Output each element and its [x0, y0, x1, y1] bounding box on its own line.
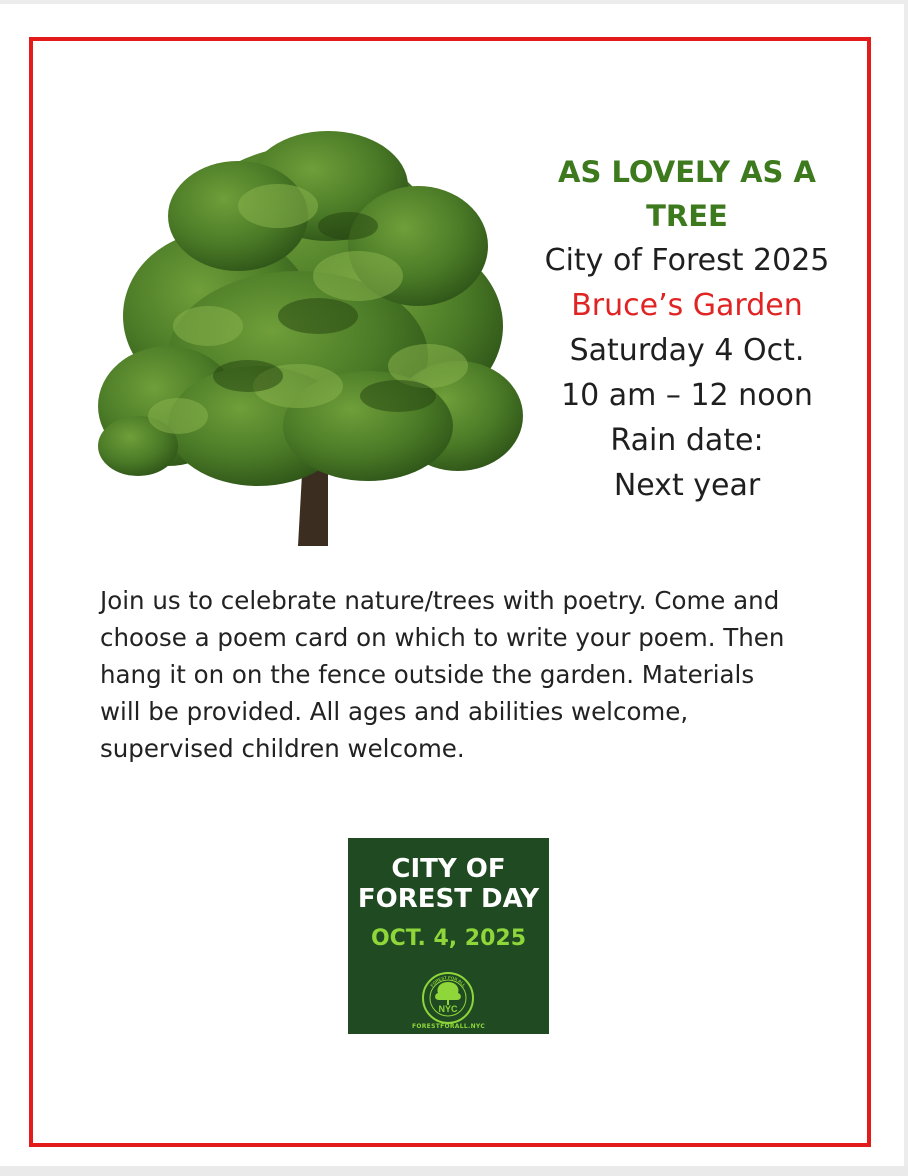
- tree-illustration: [98, 126, 526, 546]
- page-right-edge: [904, 0, 908, 1176]
- logo-title-line-1: CITY OF: [391, 854, 506, 884]
- rain-date-label: Rain date:: [610, 423, 764, 458]
- seal-arc-text: FOREST FOR ALL: [429, 974, 467, 988]
- event-date: Saturday 4 Oct.: [569, 333, 805, 368]
- event-info: [536, 150, 838, 508]
- event-location: Bruce’s Garden: [571, 288, 803, 323]
- city-of-forest-day-logo: [348, 838, 549, 1034]
- event-description: Join us to celebrate nature/trees with poetry. Come and choose a poem card on which to write your poem. Then hang it on on the fence outside the garden. Materials will be provided. All ages and abilities welcome, supervised children welcome.: [100, 586, 785, 763]
- seal-center-text: NYC: [438, 1004, 458, 1014]
- forest-for-all-seal-icon: [420, 970, 476, 1026]
- rain-date-value: Next year: [613, 468, 761, 503]
- page-bottom-edge: [0, 1166, 908, 1176]
- logo-title-line-2: FOREST DAY: [357, 884, 540, 914]
- event-name: City of Forest 2025: [544, 243, 830, 278]
- logo-url: FORESTFORALL.NYC: [411, 1023, 486, 1030]
- headline-line-1: AS LOVELY AS A: [558, 155, 816, 189]
- page-top-edge: [0, 0, 908, 4]
- logo-date: OCT. 4, 2025: [370, 926, 527, 951]
- headline-line-2: TREE: [646, 199, 728, 233]
- event-time: 10 am – 12 noon: [561, 378, 813, 413]
